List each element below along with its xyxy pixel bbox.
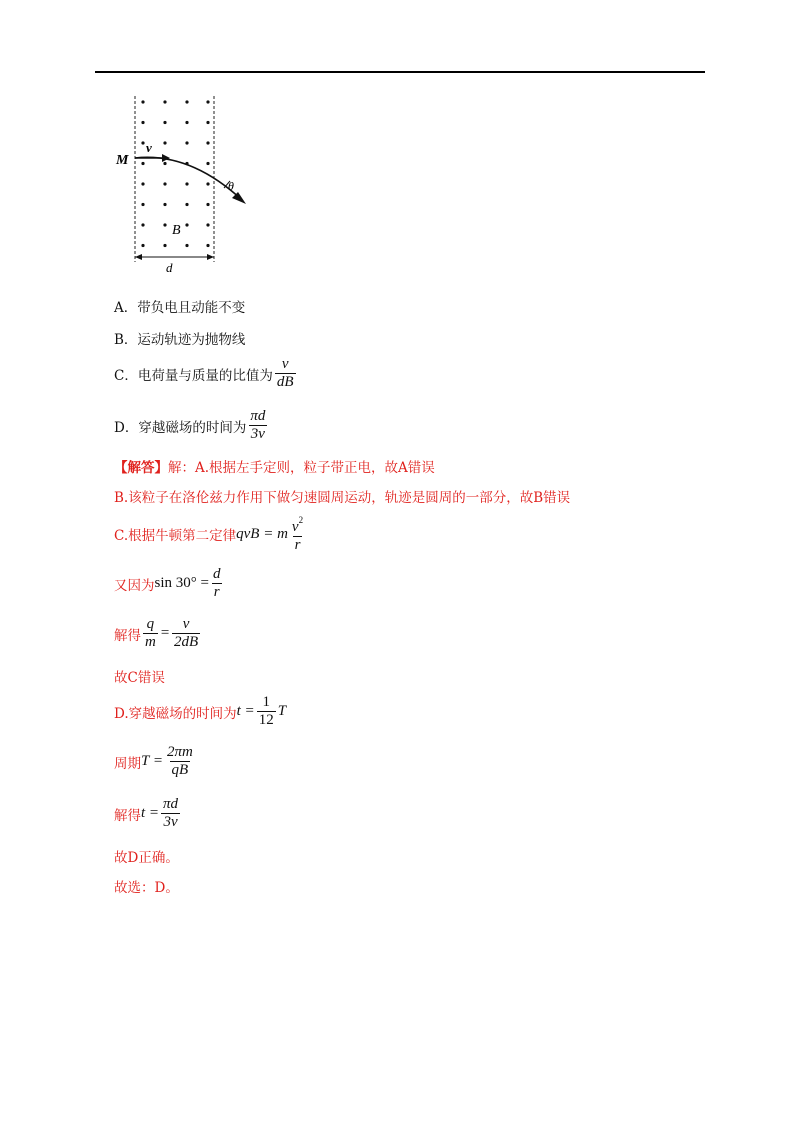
label-m: M — [116, 153, 129, 168]
field-dot — [163, 141, 166, 144]
fraction: $\frac{v}{2dB}$ — [173, 616, 199, 650]
field-dot — [141, 244, 144, 247]
field-dot — [163, 244, 166, 247]
solution-line-4: 又因为 sin 30° = $\frac{d}{r}$ — [114, 566, 221, 600]
field-dot — [141, 182, 144, 185]
fraction: $\frac{\pi d}{3v}$ — [163, 796, 179, 830]
field-dot — [185, 223, 188, 226]
solution-line-2: B.该粒子在洛伦兹力作用下做匀速圆周运动，轨迹是圆周的一部分，故B错误 — [114, 490, 571, 506]
field-dot — [206, 141, 209, 144]
solution-line-8: 周期 T = $\frac{2\pi m}{qB}$ — [114, 744, 193, 778]
solution-line-10: 故D正确。 — [114, 850, 179, 866]
field-dot — [163, 203, 166, 206]
field-dot — [185, 203, 188, 206]
solution-header: 【解答】 — [114, 460, 168, 476]
fraction: $\frac{2\pi m}{qB}$ — [166, 744, 193, 778]
option-d: D．穿越磁场的时间为 $\frac{\pi d}{3v}$ — [114, 408, 266, 442]
solution-line-1: 【解答】 解：A.根据左手定则，粒子带正电，故A错误 — [114, 456, 435, 476]
label-b: B — [172, 223, 181, 238]
field-dot — [185, 141, 188, 144]
field-dot — [185, 121, 188, 124]
field-dot — [185, 100, 188, 103]
fraction: $\frac{q}{m}$ — [145, 616, 156, 650]
field-dot — [206, 223, 209, 226]
field-dot — [206, 121, 209, 124]
field-dot — [206, 100, 209, 103]
field-dot — [141, 121, 144, 124]
solution-line-5: 解得 $\frac{q}{m}$ = $\frac{v}{2dB}$ — [114, 616, 199, 650]
label-d: d — [166, 260, 173, 275]
field-dot — [185, 244, 188, 247]
option-b: B．运动轨迹为抛物线 — [114, 332, 246, 348]
header-rule — [95, 71, 705, 73]
fraction: $\frac{v}{dB}$ — [276, 356, 294, 390]
field-dot — [141, 100, 144, 103]
field-dot — [141, 223, 144, 226]
solution-line-6: 故C错误 — [114, 670, 165, 686]
field-dot — [206, 162, 209, 165]
solution-line-3: C.根据牛顿第二定律 qvB = m $\frac{v^2}{r}$ — [114, 515, 304, 553]
fraction: $\frac{v^2}{r}$ — [291, 515, 304, 553]
field-dot — [163, 121, 166, 124]
field-dot — [163, 223, 166, 226]
fraction: $\frac{d}{r}$ — [212, 566, 221, 600]
label-v: v — [146, 140, 152, 155]
field-dot — [206, 244, 209, 247]
magnetic-field-diagram — [110, 92, 270, 277]
field-dot — [206, 182, 209, 185]
field-dot — [163, 162, 166, 165]
fraction: $\frac{\pi d}{3v}$ — [250, 408, 266, 442]
field-dot — [141, 141, 144, 144]
field-dot — [163, 182, 166, 185]
option-a: A．带负电且动能不变 — [114, 300, 246, 316]
field-dot — [141, 162, 144, 165]
solution-line-7: D.穿越磁场的时间为 t = $\frac{1}{12}$ T — [114, 694, 287, 728]
label-theta: θ — [228, 179, 234, 193]
fraction: $\frac{1}{12}$ — [258, 694, 274, 728]
field-dot — [206, 203, 209, 206]
option-c: C．电荷量与质量的比值为 $\frac{v}{dB}$ — [114, 356, 294, 390]
field-dot — [185, 182, 188, 185]
solution-line-11: 故选：D。 — [114, 880, 179, 896]
field-dot — [141, 203, 144, 206]
solution-line-9: 解得 t = $\frac{\pi d}{3v}$ — [114, 796, 179, 830]
field-dot — [163, 100, 166, 103]
